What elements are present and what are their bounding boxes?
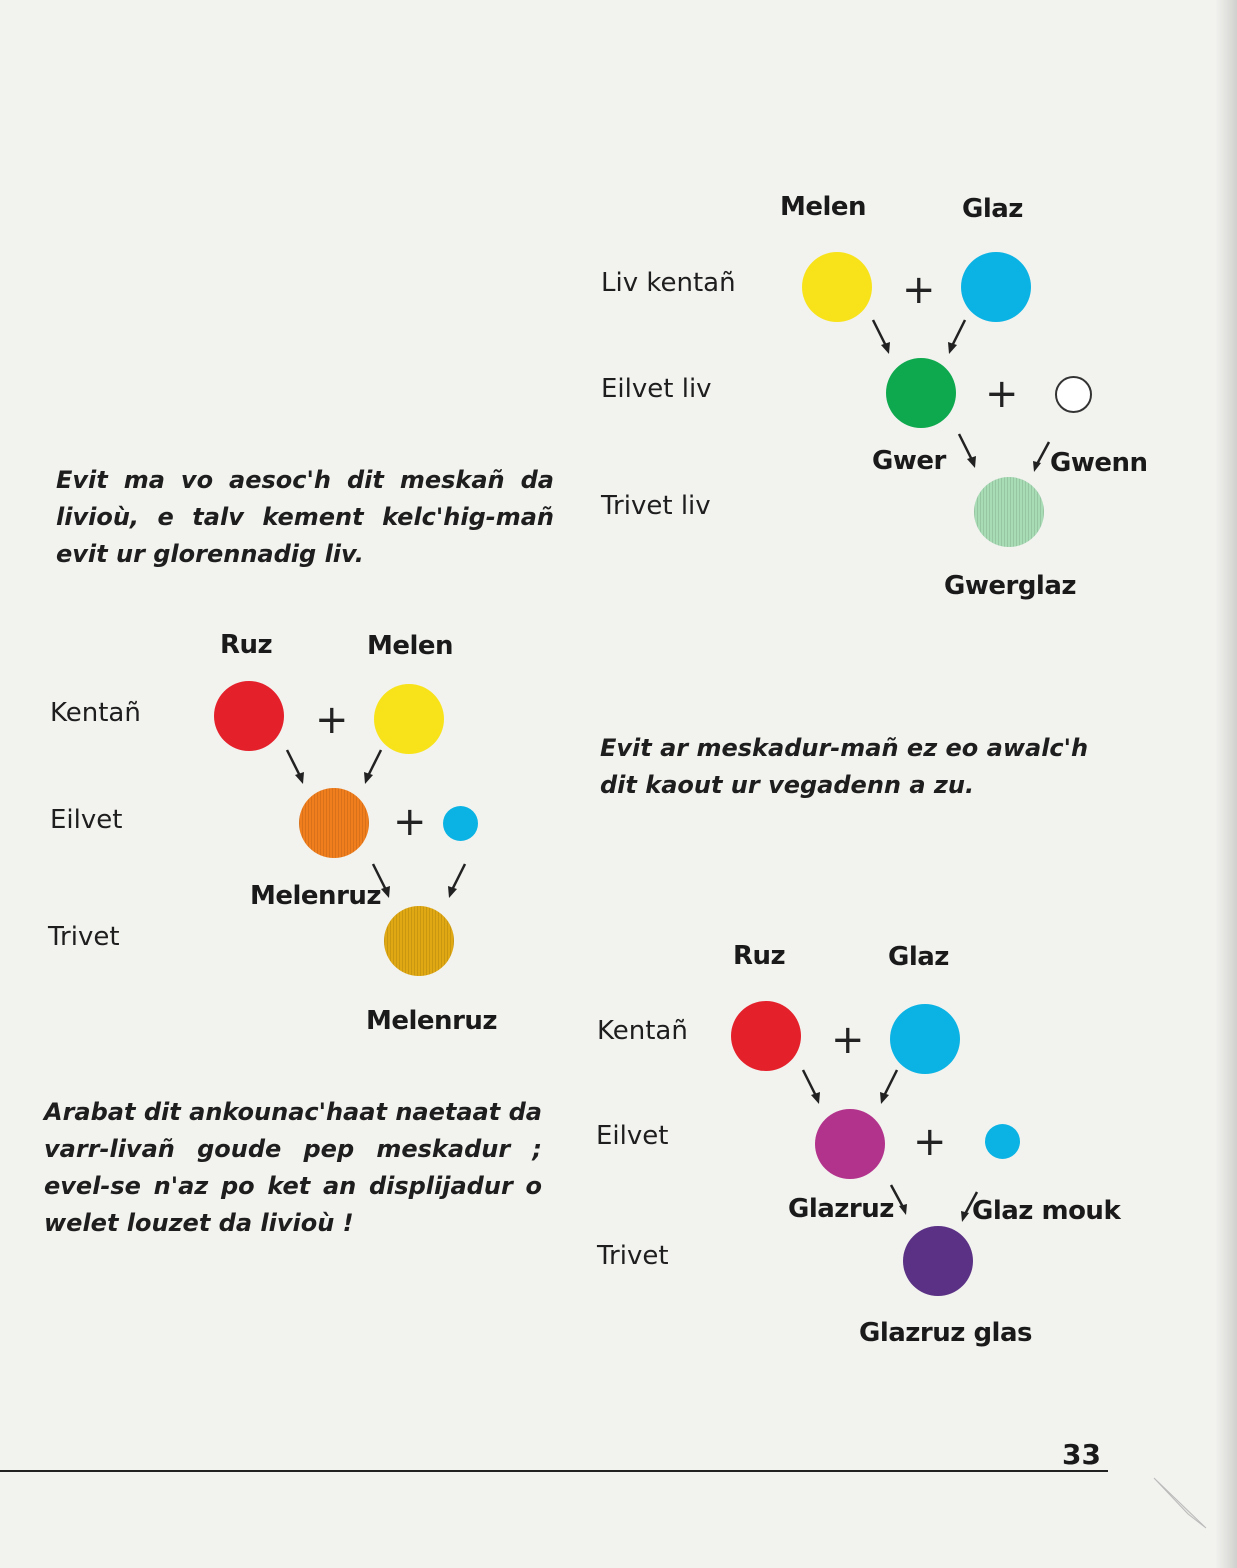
blue-dot [985, 1124, 1020, 1159]
magenta-circle [815, 1109, 885, 1179]
label-melenruz: Melenruz [250, 881, 382, 911]
arrow-down-right-icon [888, 1183, 910, 1217]
warning-paragraph: Arabat dit ankounac'haat naetaat da varr-livañ goude pep meskadur ; evel-se n'az po ket an displijadur o welet louzet da livioù ! [44, 1098, 542, 1237]
row-label-first: Liv kentañ [601, 268, 736, 298]
plus-sign: + [393, 799, 427, 845]
label-glaz: Glaz [888, 942, 949, 972]
label-glazruz-glas: Glazruz glas [859, 1318, 1032, 1348]
row-label-third: Trivet [48, 922, 120, 952]
blue-circle [890, 1004, 960, 1074]
arrow-down-left-icon [944, 318, 968, 356]
red-circle [214, 681, 284, 751]
row-label-third: Trivet [597, 1241, 669, 1271]
arrow-down-right-icon [284, 748, 308, 786]
row-label-second: Eilvet [596, 1121, 669, 1151]
label-gwer: Gwer [872, 446, 946, 476]
blue-circle [961, 252, 1031, 322]
page-curl [1148, 1476, 1208, 1536]
yellow-circle [802, 252, 872, 322]
label-gwerglaz: Gwerglaz [944, 571, 1077, 601]
label-glaz-mouk: Glaz mouk [972, 1196, 1121, 1226]
label-melen: Melen [367, 631, 454, 661]
tip-paragraph: Evit ar meskadur-mañ ez eo awalc'h dit kaout ur vegadenn a zu. [600, 734, 1089, 799]
page-edge-shadow [1215, 0, 1237, 1568]
page-number: 33 [1062, 1438, 1101, 1471]
row-label-second: Eilvet liv [601, 374, 712, 404]
purple-circle [903, 1226, 973, 1296]
arrow-down-right-icon [800, 1068, 824, 1106]
arrow-down-right-icon [370, 862, 394, 900]
plus-sign: + [913, 1119, 947, 1165]
label-glaz: Glaz [962, 194, 1023, 224]
row-label-second: Eilvet [50, 805, 123, 835]
ochre-circle [384, 906, 454, 976]
plus-sign: + [831, 1017, 865, 1063]
label-result-melenruz: Melenruz [366, 1006, 498, 1036]
white-circle [1055, 376, 1092, 413]
arrow-down-left-icon [876, 1068, 900, 1106]
label-gwenn: Gwenn [1050, 448, 1148, 478]
label-glazruz: Glazruz [788, 1194, 894, 1224]
arrow-down-right-icon [956, 432, 980, 470]
label-ruz: Ruz [733, 941, 786, 971]
plus-sign: + [315, 697, 349, 743]
plus-sign: + [902, 267, 936, 313]
blue-dot [443, 806, 478, 841]
intro-paragraph: Evit ma vo aesoc'h dit meskañ da livioù, e talv kement kelc'hig-mañ evit ur glorennadig liv. [56, 466, 554, 568]
arrow-down-right-icon [870, 318, 894, 356]
row-label-third: Trivet liv [601, 491, 711, 521]
label-melen: Melen [780, 192, 867, 222]
row-label-first: Kentañ [50, 698, 141, 728]
footer-rule [0, 1470, 1108, 1472]
plus-sign: + [985, 371, 1019, 417]
arrow-down-left-icon [444, 862, 468, 900]
light-green-circle [974, 477, 1044, 547]
row-label-first: Kentañ [597, 1016, 688, 1046]
yellow-circle [374, 684, 444, 754]
green-circle [886, 358, 956, 428]
red-circle [731, 1001, 801, 1071]
label-ruz: Ruz [220, 630, 273, 660]
arrow-down-left-icon [1030, 440, 1052, 474]
orange-circle [299, 788, 369, 858]
arrow-down-left-icon [360, 748, 384, 786]
